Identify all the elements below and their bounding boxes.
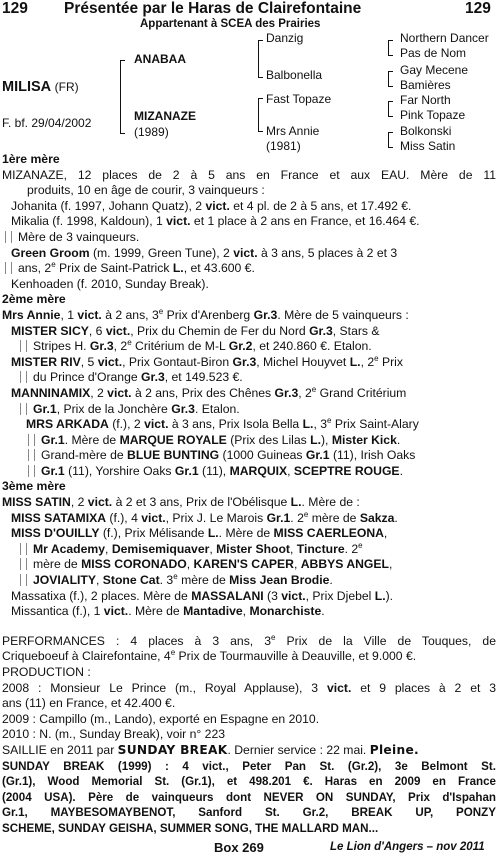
gen4-8: Miss Satin (400, 139, 456, 153)
pedigree-bracket-g4-4 (388, 132, 393, 148)
gen3-1: Danzig (266, 31, 304, 45)
first-dam-intro-1: MIZANAZE, 12 places de 2 à 5 ans en France et aux EAU. Mère de 11 (2, 167, 496, 182)
produce-mrs-arkada-4: Gr.1 (11), Yorshire Oaks Gr.1 (11), MARQUIX, SCEPTRE ROUGE. (2, 464, 496, 480)
gen4-4: Bamières (400, 78, 451, 92)
second-dam-intro: Mrs Annie, 1 vict. à 2 ans, 3e Prix d'Arenberg Gr.3. Mère de 5 vainqueurs : (2, 307, 409, 322)
produce-miss-douilly-3: mère de MISS CORONADO, KAREN'S CAPER, ABBYS ANGEL, (2, 557, 496, 573)
event-name: Le Lion d'Angers – nov 2011 (330, 841, 485, 853)
third-dam-heading: 3ème mère (2, 479, 66, 494)
first-dam-heading: 1ère mère (2, 152, 60, 166)
sire-name: ANABAA (134, 52, 186, 66)
stallion-note-4: Gr.1, MAYBESOMAYBENOT, Sanford St. Gr.2, BREAK UP, PONZY (2, 806, 496, 820)
produce-mrs-arkada-2: Gr.1. Mère de MARQUE ROYALE (Prix des Lilas L.), Mister Kick. (2, 433, 496, 449)
lot-number-right: 129 (465, 0, 491, 17)
stallion-note-1: SUNDAY BREAK (1999) : 4 vict., Peter Pan St. (Gr.2), 3e Belmont St. (2, 759, 496, 773)
produce-miss-douilly-4: JOVIALITY, Stone Cat. 3e mère de Miss Jean Brodie. (2, 573, 496, 589)
produce-manninamix: MANNINAMIX, 2 vict. à 2 ans, Prix des Chênes Gr.3, 2e Grand Critérium (11, 385, 407, 400)
production-2008: 2008 : Monsieur Le Prince (m., Royal Applause), 3 vict. et 9 places à 2 et 3 (2, 680, 496, 695)
gen3-3: Fast Topaze (266, 92, 332, 106)
produce-green-groom-2: ans, 2e Prix de Saint-Patrick L., et 43.600 €. (2, 261, 496, 277)
produce-mister-riv: MISTER RIV, 5 vict., Prix Gontaut-Biron Gr.3, Michel Houyvet L., 2e Prix (11, 354, 403, 369)
box-number: Box 269 (214, 840, 264, 855)
pedigree-bracket-g4-2 (388, 71, 393, 87)
lot-number-left: 129 (2, 0, 28, 17)
gen4-5: Far North (400, 93, 451, 107)
gen4-2: Pas de Nom (400, 46, 467, 60)
production-2010: 2010 : N. (m., Sunday Break), voir n° 223 (2, 727, 225, 742)
produce-missantica: Missantica (f.), 1 vict.. Mère de Mantadive, Monarchiste. (11, 604, 325, 619)
page-title: Présentée par le Haras de Clairefontaine (64, 0, 362, 17)
produce-mister-riv-2: du Prince d'Orange Gr.3, et 149.523 €. (2, 370, 496, 386)
pedigree-bracket-g4-1 (388, 40, 393, 56)
produce-mikalia: Mikalia (f. 1998, Kaldoun), 1 vict. et 1 place à 2 ans en France, et 16.464 €. (11, 214, 420, 229)
horse-name: MILISA (FR) (2, 79, 79, 95)
gen3-5: (1981) (266, 139, 301, 153)
gen4-7: Bolkonski (400, 124, 452, 138)
produce-miss-douilly-2: Mr Academy, Demisemiquaver, Mister Shoot, Tincture. 2e (2, 542, 496, 558)
production-2008-2: ans (11) en France, et 42.400 €. (2, 696, 176, 711)
production-heading: PRODUCTION : (2, 665, 91, 679)
horse-birth: F. bf. 29/04/2002 (2, 116, 92, 130)
produce-massatixa: Massatixa (f.), 2 places. Mère de MASSALANI (3 vict., Prix Djebel L.). (11, 588, 394, 603)
stallion-note-5: SCHEME, SUNDAY GEISHA, SUMMER SONG, THE MALLARD MAN... (2, 821, 379, 835)
pedigree-bracket-g4-3 (388, 101, 393, 117)
owner-line: Appartenant à SCEA des Prairies (140, 18, 321, 30)
second-dam-heading: 2ème mère (2, 292, 66, 307)
produce-mister-sicy-2: Stripes H. Gr.3, 2e Critérium de M-L Gr.2, et 240.860 €. Etalon. (2, 339, 496, 355)
gen4-3: Gay Mecene (400, 63, 469, 77)
gen4-6: Pink Topaze (400, 108, 466, 122)
third-dam-intro: MISS SATIN, 2 vict. à 2 et 3 ans, Prix de l'Obélisque L.. Mère de : (2, 495, 360, 510)
produce-manninamix-2: Gr.1, Prix de la Jonchère Gr.3. Etalon. (2, 402, 496, 418)
body-text (2, 152, 496, 837)
stallion-note-3: (2004 USA). Père de vainqueurs dont NEVER ON SUNDAY, Prix d'Ispahan (2, 790, 496, 804)
dam-name: MIZANAZE (134, 109, 196, 123)
gen3-4: Mrs Annie (266, 124, 320, 138)
produce-mikalia-2: Mère de 3 vainqueurs. (2, 230, 496, 246)
produce-kenhoaden: Kenhoaden (f. 2010, Sunday Break). (11, 276, 209, 291)
performances-1: PERFORMANCES : 4 places à 3 ans, 3e Prix de la Ville de Touques, de (2, 633, 496, 648)
produce-johanita: Johanita (f. 1997, Johann Quatz), 2 vict. et 4 pl. de 2 à 5 ans, et 17.492 €. (11, 198, 412, 213)
stallion-note-2: (Gr.1), Wood Memorial St. (Gr.1), et 498.201 €. Haras en 2009 en France (2, 775, 496, 789)
produce-mister-sicy: MISTER SICY, 6 vict., Prix du Chemin de Fer du Nord Gr.3, Stars & (11, 323, 380, 338)
produce-mrs-arkada: MRS ARKADA (f.), 2 vict. à 3 ans, Prix Isola Bella L., 3e Prix Saint-Alary (26, 417, 419, 432)
produce-miss-satamixa: MISS SATAMIXA (f.), 4 vict., Prix J. Le Marois Gr.1. 2e mère de Sakza. (11, 510, 398, 525)
production-2009: 2009 : Campillo (m., Lando), exporté en Espagne en 2010. (2, 711, 320, 726)
performances-2: Criqueboeuf à Clairefontaine, 4e Prix de Tourmauville à Deauville, et 9.000 €. (2, 649, 417, 664)
pedigree-bracket-main (120, 60, 125, 134)
pedigree-bracket-dam (258, 98, 263, 132)
gen3-2: Balbonella (266, 68, 323, 82)
saillie-line: SAILLIE en 2011 par SUNDAY BREAK. Dernier service : 22 mai. Pleine. (2, 742, 419, 757)
dam-year: (1989) (134, 125, 169, 139)
produce-green-groom: Green Groom (m. 1999, Green Tune), 2 vict. à 3 ans, 5 places à 2 et 3 (11, 245, 398, 260)
first-dam-intro-2: produits, 10 en âge de courir, 3 vainqueurs : (27, 183, 265, 198)
produce-mrs-arkada-3: Grand-mère de BLUE BUNTING (1000 Guineas Gr.1 (11), Irish Oaks (2, 448, 496, 464)
gen4-1: Northern Dancer (400, 31, 489, 45)
produce-miss-douilly: MISS D'OUILLY (f.), Prix Mélisande L.. Mère de MISS CAERLEONA, (11, 526, 388, 541)
pedigree-bracket-sire (258, 40, 263, 78)
